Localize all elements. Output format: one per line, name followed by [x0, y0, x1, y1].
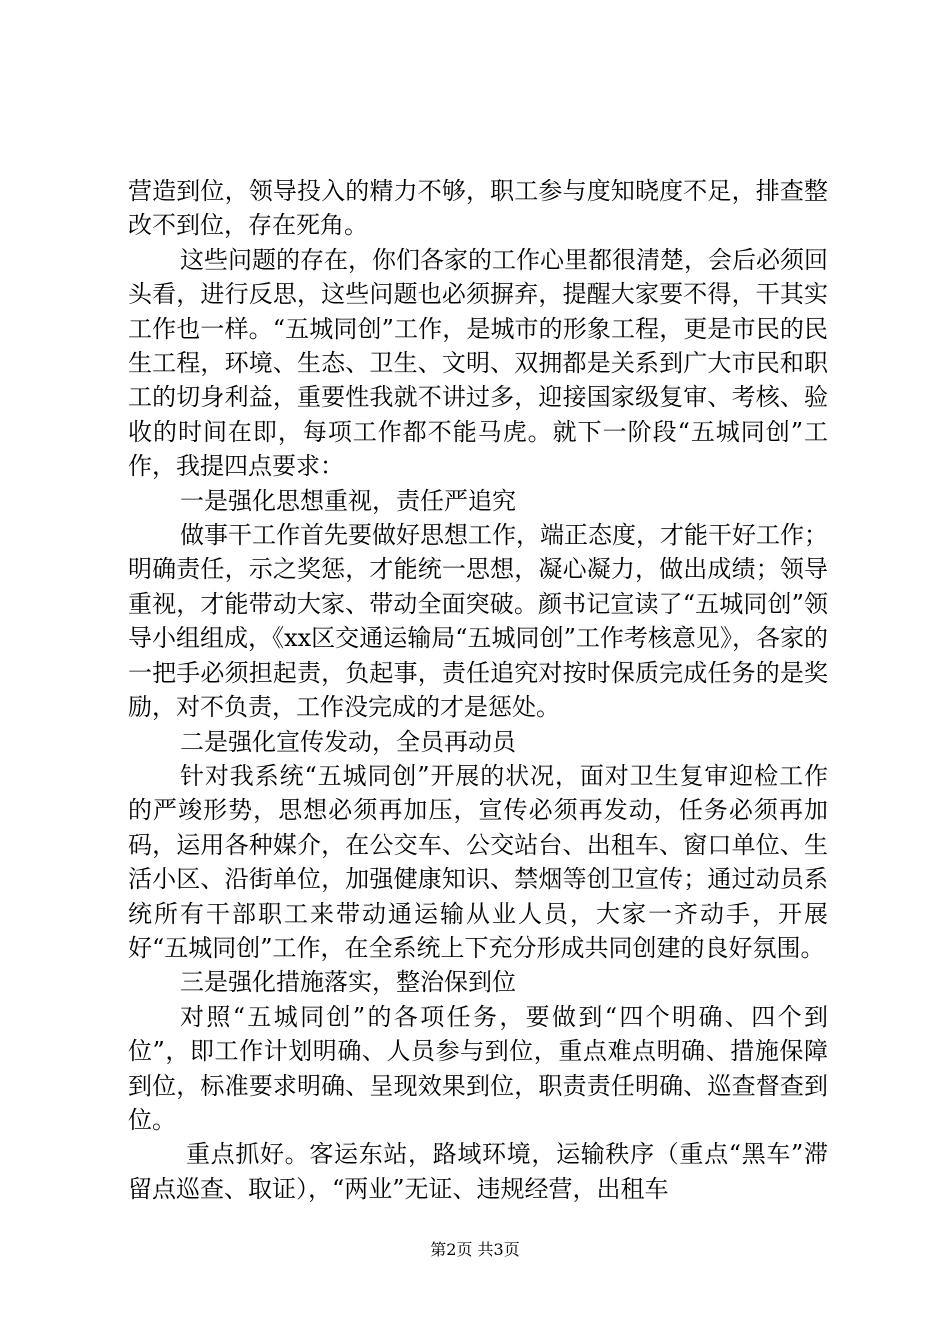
- paragraph-1: 营造到位，领导投入的精力不够，职工参与度知晓度不足，排查整改不到位，存在死角。: [128, 177, 828, 240]
- section-heading-1: 一是强化思想重视，责任严追究: [180, 486, 516, 515]
- paragraph-5: 对照“五城同创”的各项任务，要做到“四个明确、四个到位”，即工作计划明确、人员参与到位，重点难点明确、措施保障到位，标准要求明确、呈现效果到位，职责责任明确、巡查督查到位。: [128, 1002, 828, 1134]
- paragraph-2: 这些问题的存在，你们各家的工作心里都很清楚，会后必须回头看，进行反思，这些问题也必须摒弃，提醒大家要不得，干其实工作也一样。“五城同创”工作，是城市的形象工程，更是市民的民生工程，环境、生态、卫生、文明、双拥都是关系到广大市民和职工的切身利益，重要性我就不讲过多，迎接国家级复审、考核、验收的时间在即，每项工作都不能马虎。就下一阶段“五城同创”工作，我提四点要求：: [128, 245, 828, 481]
- section-heading-3: 三是强化措施落实，整治保到位: [180, 968, 516, 997]
- paragraph-3: 做事干工作首先要做好思想工作，端正态度，才能干好工作；明确责任，示之奖惩，才能统一思想，凝心凝力，做出成绩；领导重视，才能带动大家、带动全面突破。颜书记宣读了“五城同创”领导小组组成，《xx区交通运输局“五城同创”工作考核意见》，各家的一把手必须担起责，负起事，责任追究对按时保质完成任务的是奖励，对不负责，工作没完成的才是惩处。: [128, 521, 828, 722]
- document-body: [128, 174, 828, 1206]
- section-heading-2: 二是强化宣传发动，全员再动员: [180, 727, 516, 756]
- page-footer: 第2页 共3页: [430, 1240, 520, 1259]
- paragraph-4: 针对我系统“五城同创”开展的状况，面对卫生复审迎检工作的严竣形势，思想必须再加压，宣传必须再发动，任务必须再加码，运用各种媒介，在公交车、公交站台、出租车、窗口单位、生活小区、沿街单位，加强健康知识、禁烟等创卫宣传；通过动员系统所有干部职工来带动通运输从业人员，大家一齐动手，开展好“五城同创”工作，在全系统上下充分形成共同创建的良好氛围。: [128, 761, 828, 962]
- paragraph-6: 重点抓好。客运东站，路域环境，运输秩序（重点“黑车”滞留点巡查、取证），“两业”无证、违规经营，出租车: [128, 1140, 828, 1203]
